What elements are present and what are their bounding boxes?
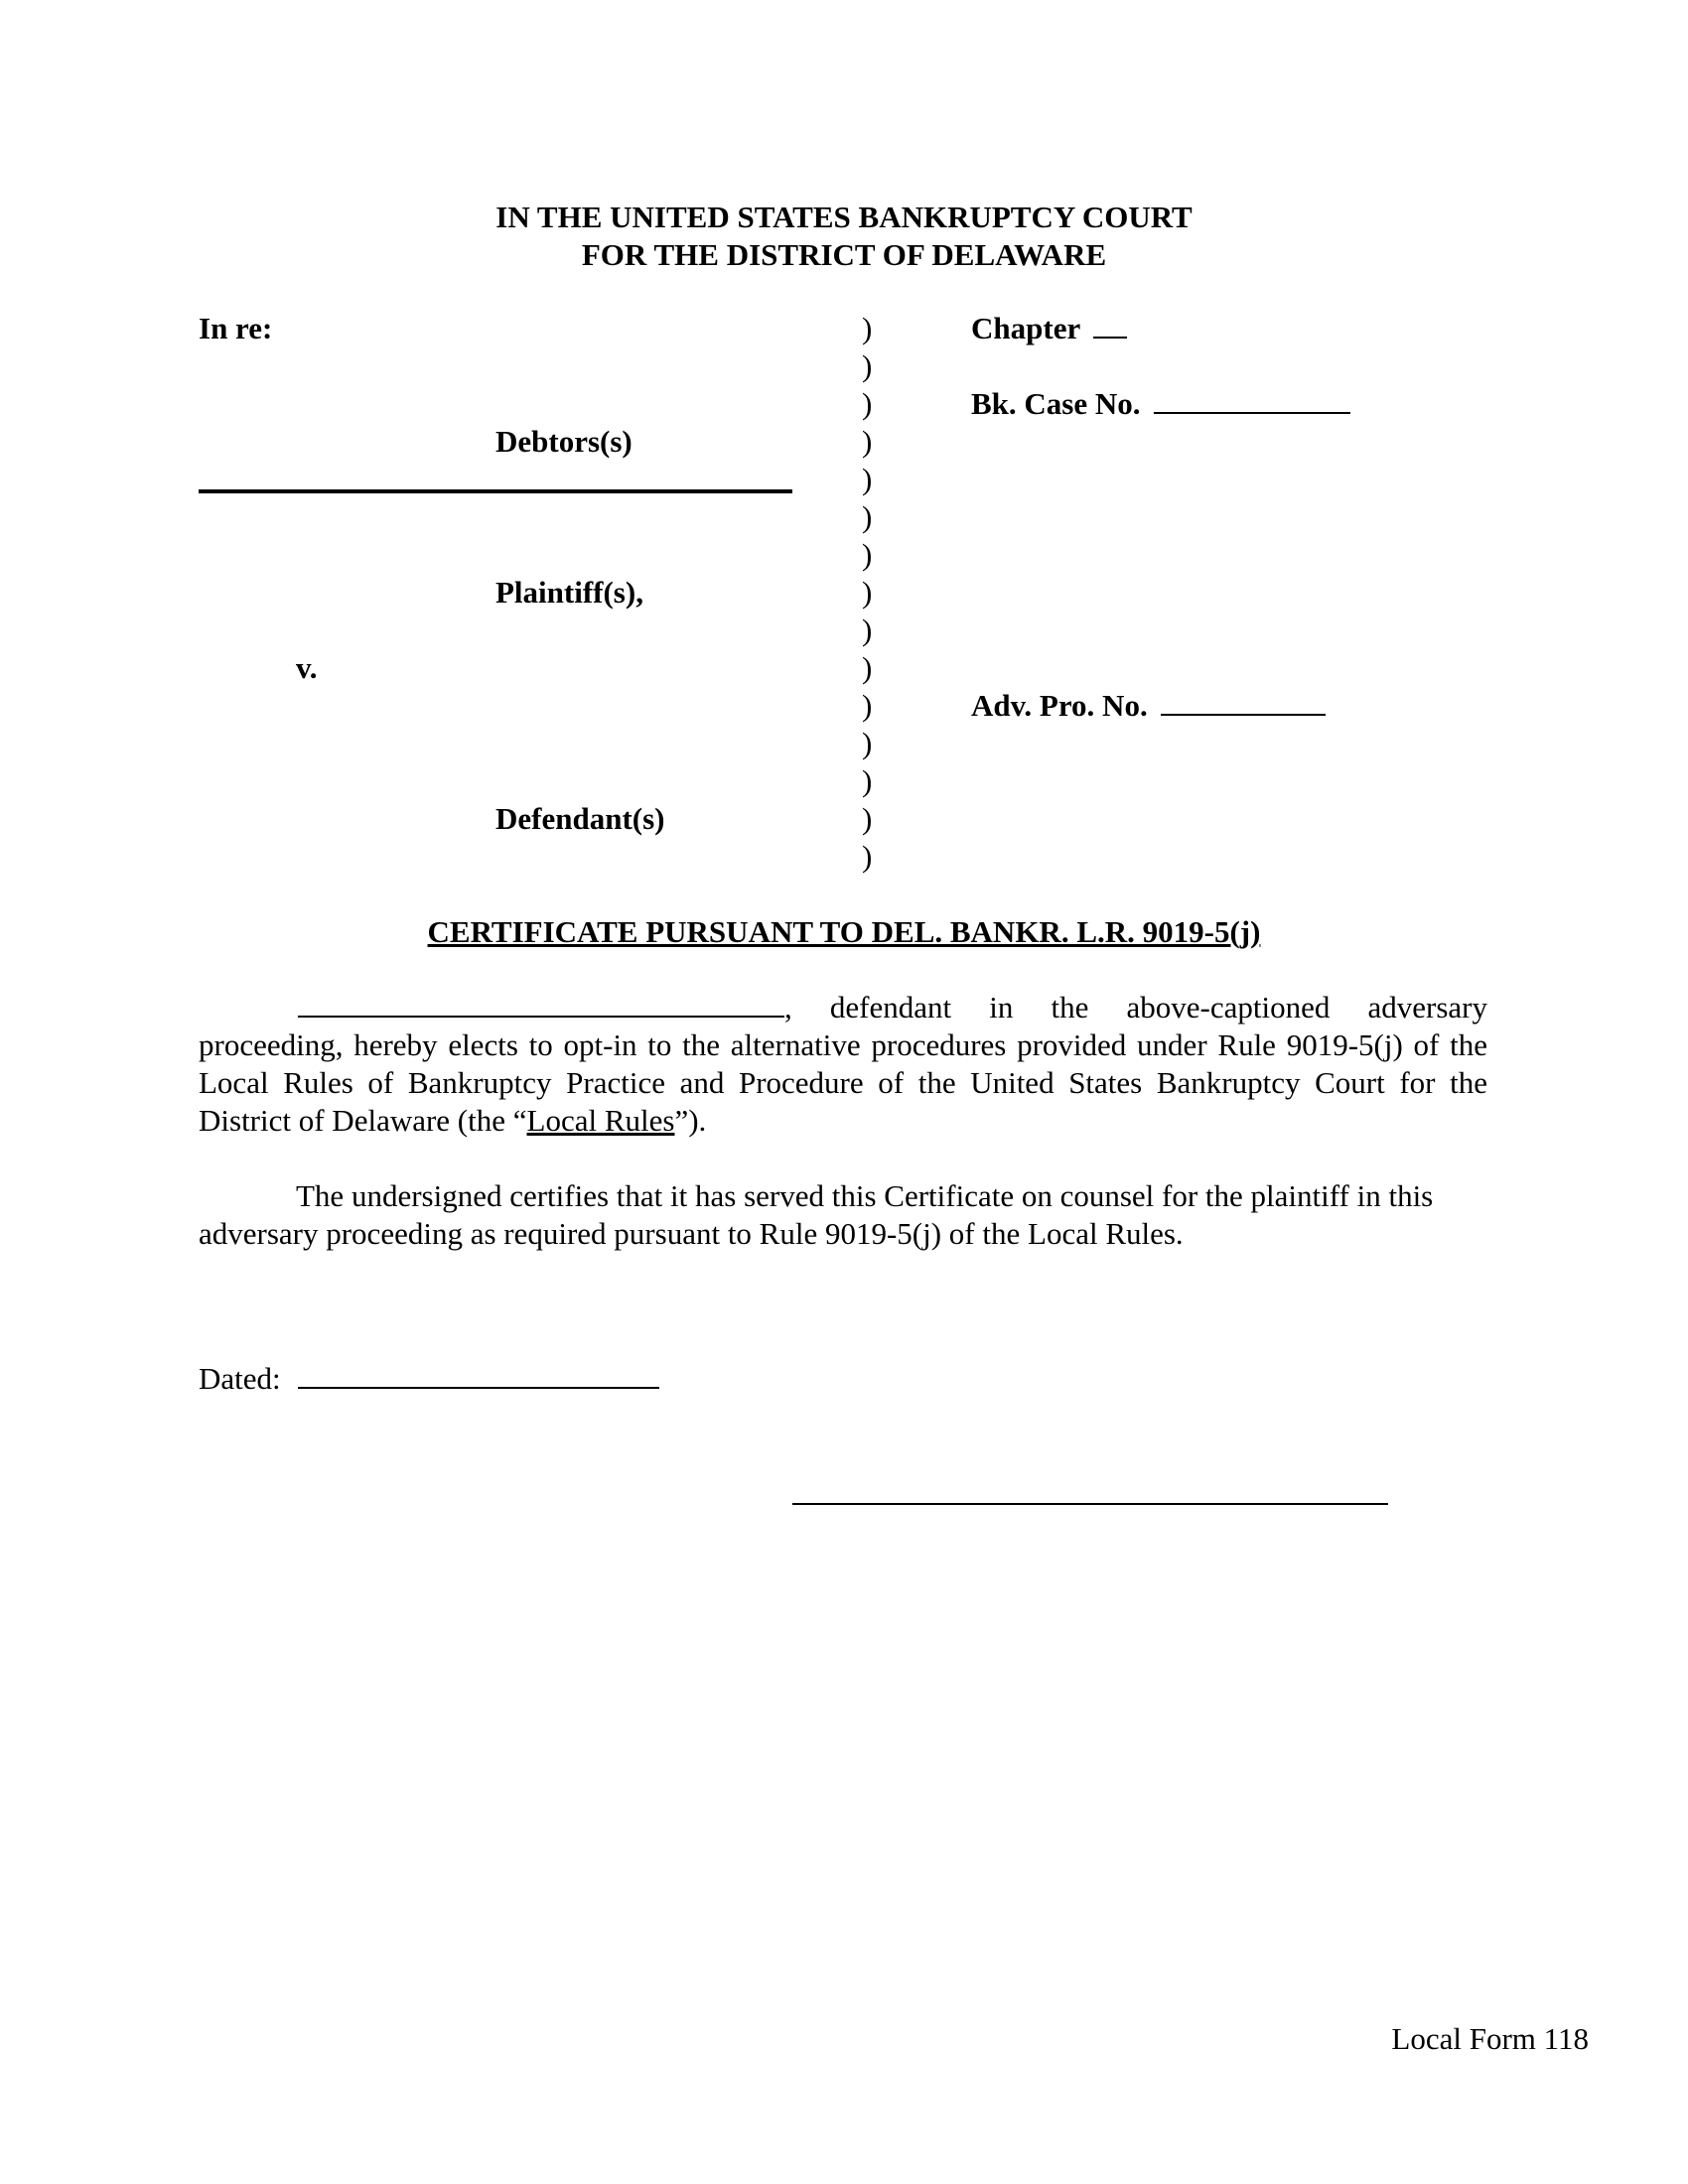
bk-case-label: Bk. Case No. <box>971 386 1141 421</box>
plaintiffs-label: Plaintiff(s), <box>495 575 643 610</box>
versus-label: v. <box>296 650 318 685</box>
chapter-blank[interactable] <box>1093 311 1127 339</box>
caption-parenthesis: ) <box>862 424 873 459</box>
adv-pro-field <box>971 687 1326 725</box>
caption-parenthesis: ) <box>862 763 873 798</box>
chapter-field <box>971 310 1127 347</box>
in-re-label: In re: <box>199 311 273 345</box>
caption-parenthesis: ) <box>862 839 873 874</box>
adv-pro-label: Adv. Pro. No. <box>971 688 1148 723</box>
service-certification-paragraph: The undersigned certifies that it has served this Certificate on counsel for the plaintiff in this adversary proceeding as required pursuant to Rule 9019-5(j) of the Local Rules. <box>199 1178 1434 1251</box>
debtors-label: Debtors(s) <box>495 424 633 459</box>
certificate-title: CERTIFICATE PURSUANT TO DEL. BANKR. L.R. 9019-5(j) <box>427 914 1261 949</box>
date-blank[interactable] <box>298 1361 659 1389</box>
caption-parenthesis: ) <box>862 688 873 723</box>
form-number: Local Form 118 <box>1391 2021 1589 2056</box>
opt-in-text-end: ”). <box>674 1103 707 1138</box>
bk-case-field <box>971 385 1350 423</box>
adv-pro-blank[interactable] <box>1161 688 1326 716</box>
caption-parenthesis: ) <box>862 499 873 534</box>
dated-label: Dated: <box>199 1361 281 1396</box>
caption-parenthesis-column <box>862 310 872 876</box>
caption-parenthesis: ) <box>862 650 873 685</box>
caption-parenthesis: ) <box>862 537 873 572</box>
court-district-line: FOR THE DISTRICT OF DELAWARE <box>581 237 1107 272</box>
chapter-label: Chapter <box>971 311 1080 345</box>
defendants-label: Defendant(s) <box>495 801 665 836</box>
signature-line[interactable] <box>792 1503 1388 1505</box>
caption-divider <box>199 489 792 493</box>
local-rules-defined-term: Local Rules <box>526 1103 675 1138</box>
caption-parenthesis: ) <box>862 726 873 760</box>
caption-parenthesis: ) <box>862 613 873 647</box>
caption-parenthesis: ) <box>862 386 873 421</box>
bk-case-blank[interactable] <box>1154 386 1350 414</box>
caption-parenthesis: ) <box>862 348 873 383</box>
caption-parenthesis: ) <box>862 801 873 836</box>
caption-parenthesis: ) <box>862 575 873 610</box>
dated-field <box>199 1360 659 1398</box>
opt-in-text: , defendant in the above-captioned adversary proceeding, hereby elects to opt-in to the alternative procedures provided under Rule 9019-5(j) of the Local Rules of Bankruptcy Practice and Procedure of the United States Bankruptcy Court for the District of Delaware (the “ <box>199 990 1487 1138</box>
court-name-line: IN THE UNITED STATES BANKRUPTCY COURT <box>495 200 1193 234</box>
caption-parenthesis: ) <box>862 462 873 496</box>
caption-parenthesis: ) <box>862 311 873 345</box>
opt-in-paragraph <box>199 989 1487 1140</box>
defendant-name-blank[interactable] <box>298 990 784 1018</box>
